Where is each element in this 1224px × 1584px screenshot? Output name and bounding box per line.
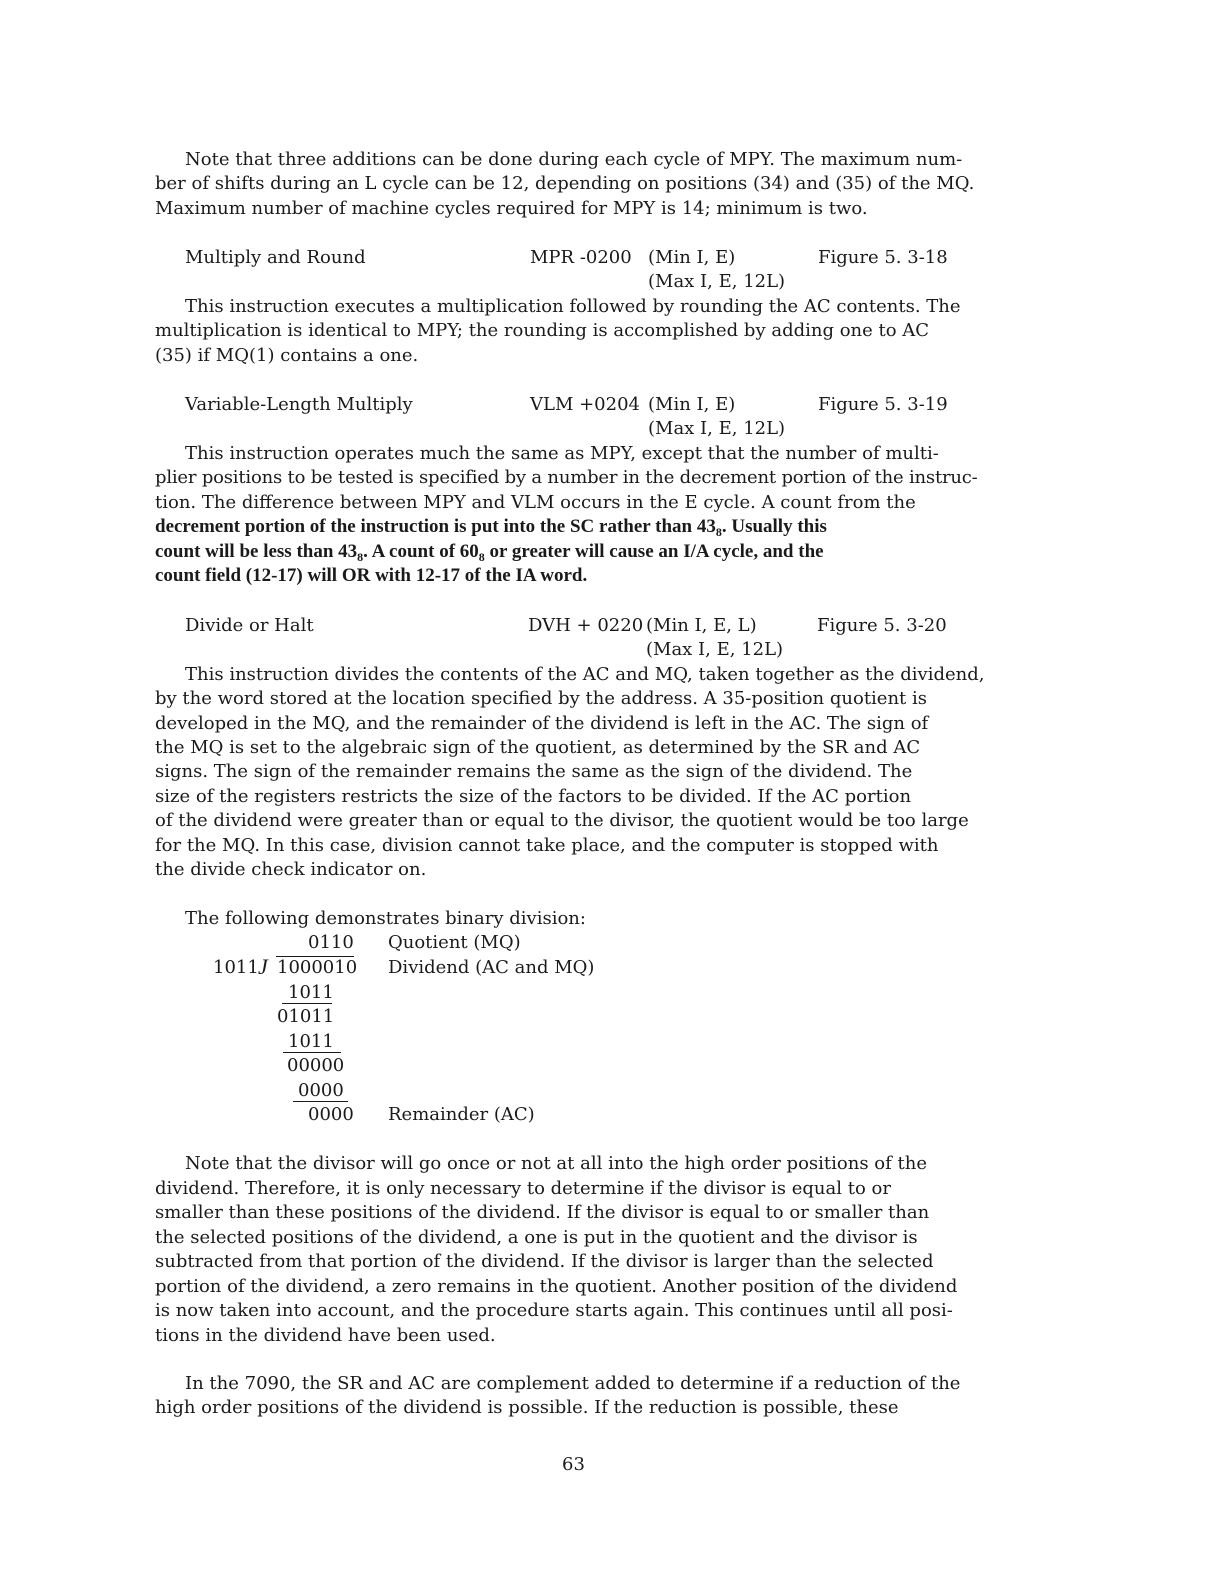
division-step-3-rule [283, 1052, 341, 1053]
dvh-body-1: This instruction divides the contents of the AC and MQ, taken together as the dividend, [185, 664, 985, 685]
vlm-timing-min: (Min I, E) [648, 394, 736, 415]
division-step-1-rule [282, 1003, 332, 1004]
note2-line-7: is now taken into account, and the procedure starts again. This continues until all posi- [155, 1300, 953, 1321]
vlm-name: Variable-Length Multiply [185, 394, 413, 415]
note2-line-2: dividend. Therefore, it is only necessary to determine if the divisor is equal to or [155, 1178, 891, 1199]
note2-line-1: Note that the divisor will go once or not at all into the high order positions of the [185, 1153, 927, 1174]
vlm-bold-line-2 [155, 540, 824, 565]
vlm-bold-2-subscript-2: 8 [478, 550, 485, 564]
vlm-bold-2c: or greater will cause an I/A cycle, and the [484, 541, 824, 562]
intro-line-2: ber of shifts during an L cycle can be 12, depending on positions (34) and (35) of the MQ. [155, 173, 975, 194]
page-number: 63 [562, 1454, 585, 1475]
division-remainder-label: Remainder (AC) [388, 1104, 535, 1125]
mpr-body-1: This instruction executes a multiplication followed by rounding the AC contents. The [185, 296, 961, 317]
dvh-code: DVH + 0220 [528, 615, 644, 636]
division-step-4: 00000 [287, 1055, 345, 1076]
dvh-body-3: developed in the MQ, and the remainder of the dividend is left in the AC. The sign of [155, 713, 929, 734]
division-quotient: 0110 [308, 932, 354, 953]
division-step-5-rule [293, 1101, 348, 1102]
note2-line-4: the selected positions of the dividend, a one is put in the quotient and the divisor is [155, 1227, 918, 1248]
vlm-bold-2a: count will be less than 43 [155, 541, 358, 562]
division-step-3: 1011 [288, 1031, 334, 1052]
note2-line-5: subtracted from that portion of the dividend. If the divisor is larger than the selected [155, 1251, 934, 1272]
vlm-bold-1a: decrement portion of the instruction is put into the SC rather than 43 [155, 516, 716, 537]
vlm-body-2: plier positions to be tested is specified by a number in the decrement portion of the instruc- [155, 467, 978, 488]
vlm-body-1: This instruction operates much the same as MPY, except that the number of multi- [185, 443, 939, 464]
dvh-name: Divide or Halt [185, 615, 314, 636]
dvh-body-9: the divide check indicator on. [155, 859, 427, 880]
mpr-body-2: multiplication is identical to MPY; the rounding is accomplished by adding one to AC [155, 320, 930, 341]
dvh-body-4: the MQ is set to the algebraic sign of the quotient, as determined by the SR and AC [155, 737, 921, 758]
division-dividend-label: Dividend (AC and MQ) [388, 957, 595, 978]
division-step-2: 01011 [277, 1006, 335, 1027]
vlm-bold-2-subscript: 8 [357, 550, 364, 564]
division-bracket-icon: J [258, 954, 268, 979]
dvh-body-8: for the MQ. In this case, division cannot take place, and the computer is stopped with [155, 835, 939, 856]
p7090-line-1: In the 7090, the SR and AC are complement added to determine if a reduction of the [185, 1373, 961, 1394]
vlm-figure: Figure 5. 3-19 [818, 394, 948, 415]
division-remainder: 0000 [308, 1104, 354, 1125]
dvh-body-7: of the dividend were greater than or equal to the divisor, the quotient would be too large [155, 810, 969, 831]
mpr-figure: Figure 5. 3-18 [818, 247, 948, 268]
mpr-code: MPR -0200 [530, 247, 632, 268]
division-quotient-label: Quotient (MQ) [388, 932, 521, 953]
dvh-body-2: by the word stored at the location specified by the address. A 35-position quotient is [155, 688, 928, 709]
dvh-timing-min: (Min I, E, L) [646, 615, 757, 636]
division-step-1: 1011 [288, 982, 334, 1003]
division-intro: The following demonstrates binary division: [185, 908, 586, 929]
division-step-5: 0000 [298, 1080, 344, 1101]
dvh-timing-max: (Max I, E, 12L) [646, 639, 784, 660]
note2-line-8: tions in the dividend have been used. [155, 1325, 496, 1346]
mpr-timing-max: (Max I, E, 12L) [648, 271, 786, 292]
mpr-name: Multiply and Round [185, 247, 366, 268]
note2-line-6: portion of the dividend, a zero remains in the quotient. Another position of the dividend [155, 1276, 958, 1297]
division-divisor: 1011 [213, 957, 259, 978]
vlm-bold-1-subscript: 8 [715, 525, 722, 539]
note2-line-3: smaller than these positions of the dividend. If the divisor is equal to or smaller than [155, 1202, 930, 1223]
mpr-timing-min: (Min I, E) [648, 247, 736, 268]
vlm-timing-max: (Max I, E, 12L) [648, 418, 786, 439]
dvh-body-6: size of the registers restricts the size of the factors to be divided. If the AC portion [155, 786, 912, 807]
vlm-bold-line-1 [155, 515, 827, 540]
division-dividend: 1000010 [277, 957, 358, 978]
mpr-body-3: (35) if MQ(1) contains a one. [155, 345, 419, 366]
dvh-figure: Figure 5. 3-20 [817, 615, 947, 636]
vlm-bold-2b: . A count of 60 [363, 541, 479, 562]
intro-line-1: Note that three additions can be done during each cycle of MPY. The maximum num- [185, 149, 963, 170]
intro-line-3: Maximum number of machine cycles required for MPY is 14; minimum is two. [155, 198, 868, 219]
vlm-body-3: tion. The difference between MPY and VLM occurs in the E cycle. A count from the [155, 492, 916, 513]
vlm-bold-line-3: count field (12-17) will OR with 12-17 of the IA word. [155, 565, 588, 586]
p7090-line-2: high order positions of the dividend is possible. If the reduction is possible, these [155, 1397, 899, 1418]
dvh-body-5: signs. The sign of the remainder remains the same as the sign of the dividend. The [155, 761, 913, 782]
vlm-code: VLM +0204 [530, 394, 640, 415]
vlm-bold-1b: . Usually this [721, 516, 827, 537]
